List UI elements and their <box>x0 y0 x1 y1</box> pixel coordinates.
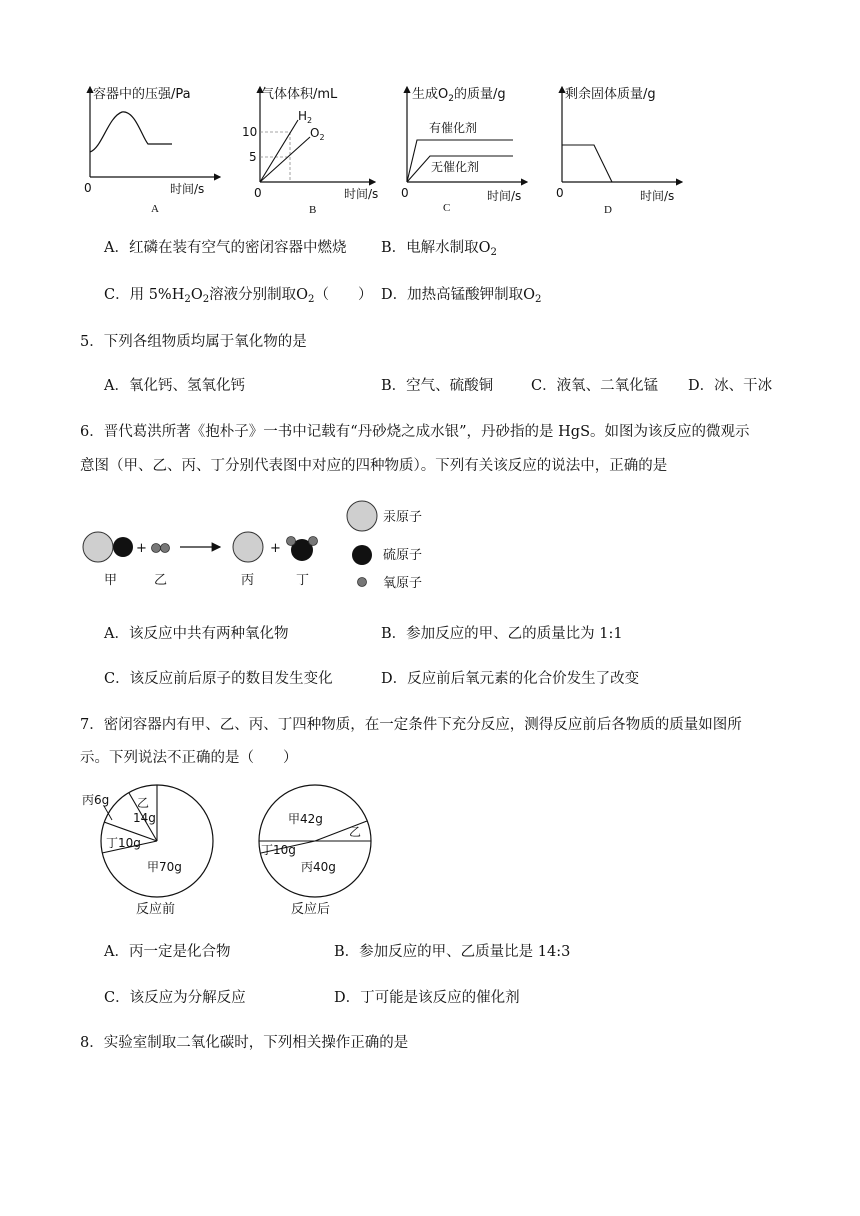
graph-b-caption: B <box>309 204 317 216</box>
q7-option-a[interactable]: A．丙一定是化合物 <box>104 944 231 960</box>
pie-before-ding: 丁10g <box>106 836 141 850</box>
graph-d-caption: D <box>604 204 612 216</box>
q5-option-d[interactable]: D．冰、干冰 <box>688 378 773 394</box>
graph-a-origin: 0 <box>84 181 92 195</box>
graph-b-origin: 0 <box>254 186 262 200</box>
graph-d-xlabel: 时间/s <box>640 189 675 203</box>
pie-after <box>255 785 405 920</box>
graph-c-xlabel: 时间/s <box>487 189 522 203</box>
q7-option-c[interactable]: C．该反应为分解反应 <box>104 990 246 1006</box>
q7-stem-line2: 示。下列说法不正确的是（ ） <box>80 750 298 766</box>
graph-a-caption: A <box>151 203 159 215</box>
q6-option-d[interactable]: D．反应前后氧元素的化合价发生了改变 <box>381 671 640 687</box>
plus-sign: + <box>270 541 281 556</box>
graph-b-h2-label: $H_2$ <box>298 109 313 125</box>
graph-c-ylabel: 生成$O_2$的质量/g <box>412 87 506 104</box>
pie-before-caption: 反应前 <box>136 902 176 917</box>
q5-option-a[interactable]: A．氧化钙、氢氧化钙 <box>104 378 245 394</box>
mercury-atom <box>233 532 263 562</box>
pie-before <box>80 785 230 920</box>
graph-b-tick-10: 10 <box>242 125 258 139</box>
q6-option-a[interactable]: A．该反应中共有两种氧化物 <box>104 626 289 642</box>
graph-c-label-catalyst: 有催化剂 <box>429 121 478 135</box>
graph-b-tick-5: 5 <box>249 150 257 164</box>
pie-after-ding: 丁10g <box>261 843 296 857</box>
reaction-diagram <box>80 495 440 595</box>
pie-before-yi-mass: 14g <box>133 811 156 825</box>
o2-line <box>260 137 310 182</box>
oxygen-atom <box>161 544 170 553</box>
pie-before-yi-name: 乙 <box>137 796 150 810</box>
solid-mass-curve <box>562 145 612 182</box>
oxygen-atom <box>287 537 296 546</box>
graph-b-o2-label: $O_2$ <box>310 126 325 142</box>
label-yi: 乙 <box>154 573 168 588</box>
graph-c-label-no-catalyst: 无催化剂 <box>431 160 480 174</box>
legend-mercury-icon <box>347 501 377 531</box>
q5-stem: 5．下列各组物质均属于氧化物的是 <box>80 334 307 350</box>
q6-option-c[interactable]: C．该反应前后原子的数目发生变化 <box>104 671 333 687</box>
legend-oxygen: 氧原子 <box>383 576 423 591</box>
q6-stem-line2: 意图（甲、乙、丙、丁分别代表图中对应的四种物质）。下列有关该反应的说法中，正确的是 <box>80 458 668 474</box>
graph-a-ylabel: 容器中的压强/Pa <box>93 87 191 102</box>
pie-after-yi: 乙 <box>349 825 362 839</box>
graph-c-caption: C <box>443 202 451 214</box>
q6-option-b[interactable]: B．参加反应的甲、乙的质量比为 1:1 <box>381 626 623 642</box>
legend-sulfur-icon <box>352 545 372 565</box>
legend-oxygen-icon <box>358 578 367 587</box>
q4-option-c[interactable]: C．用 $5\%H_2O_2$溶液分别制取$O_2$（ ） <box>104 287 373 305</box>
q5-option-c[interactable]: C．液氧、二氧化锰 <box>531 378 659 394</box>
q4-option-a[interactable]: A．红磷在装有空气的密闭容器中燃烧 <box>104 240 347 256</box>
graph-a <box>80 82 230 217</box>
legend-mercury: 汞原子 <box>383 510 423 525</box>
graph-d <box>550 82 700 217</box>
pressure-curve <box>90 112 172 152</box>
pie-after-bing: 丙40g <box>301 860 336 874</box>
label-jia: 甲 <box>104 573 118 588</box>
label-ding: 丁 <box>296 573 310 588</box>
graph-c <box>395 82 545 217</box>
pie-after-jia: 甲42g <box>288 812 323 826</box>
q5-option-b[interactable]: B．空气、硫酸铜 <box>381 378 494 394</box>
h2-line <box>260 120 298 182</box>
q8-stem: 8．实验室制取二氧化碳时，下列相关操作正确的是 <box>80 1035 409 1051</box>
pie-before-jia: 甲70g <box>147 860 182 874</box>
plus-sign: + <box>136 541 147 556</box>
mercury-atom <box>83 532 113 562</box>
graph-b-xlabel: 时间/s <box>344 187 379 201</box>
q4-option-b[interactable]: B．电解水制取$O_2$ <box>381 240 497 258</box>
legend-sulfur: 硫原子 <box>383 548 423 563</box>
graph-d-ylabel: 剩余固体质量/g <box>565 87 656 102</box>
pie-before-bing: 丙6g <box>82 793 110 807</box>
q7-option-d[interactable]: D．丁可能是该反应的催化剂 <box>334 990 520 1006</box>
graph-a-xlabel: 时间/s <box>170 182 205 196</box>
pie-after-caption: 反应后 <box>291 902 331 917</box>
q4-option-d[interactable]: D．加热高锰酸钾制取$O_2$ <box>381 287 542 305</box>
graph-c-origin: 0 <box>401 186 409 200</box>
q7-option-b[interactable]: B．参加反应的甲、乙质量比是 14:3 <box>334 944 571 960</box>
label-bing: 丙 <box>241 573 255 588</box>
oxygen-atom <box>152 544 161 553</box>
oxygen-atom <box>309 537 318 546</box>
sulfur-atom <box>113 537 133 557</box>
q7-stem-line1: 7．密闭容器内有甲、乙、丙、丁四种物质，在一定条件下充分反应，测得反应前后各物质的质量如图所 <box>80 717 742 733</box>
graph-b <box>240 82 390 217</box>
graph-d-origin: 0 <box>556 186 564 200</box>
graph-b-ylabel: 气体体积/mL <box>261 87 338 102</box>
q6-stem-line1: 6．晋代葛洪所著《抱朴子》一书中记载有“丹砂烧之成水银”，丹砂指的是 HgS。如图为该反应的微观示 <box>80 424 750 440</box>
